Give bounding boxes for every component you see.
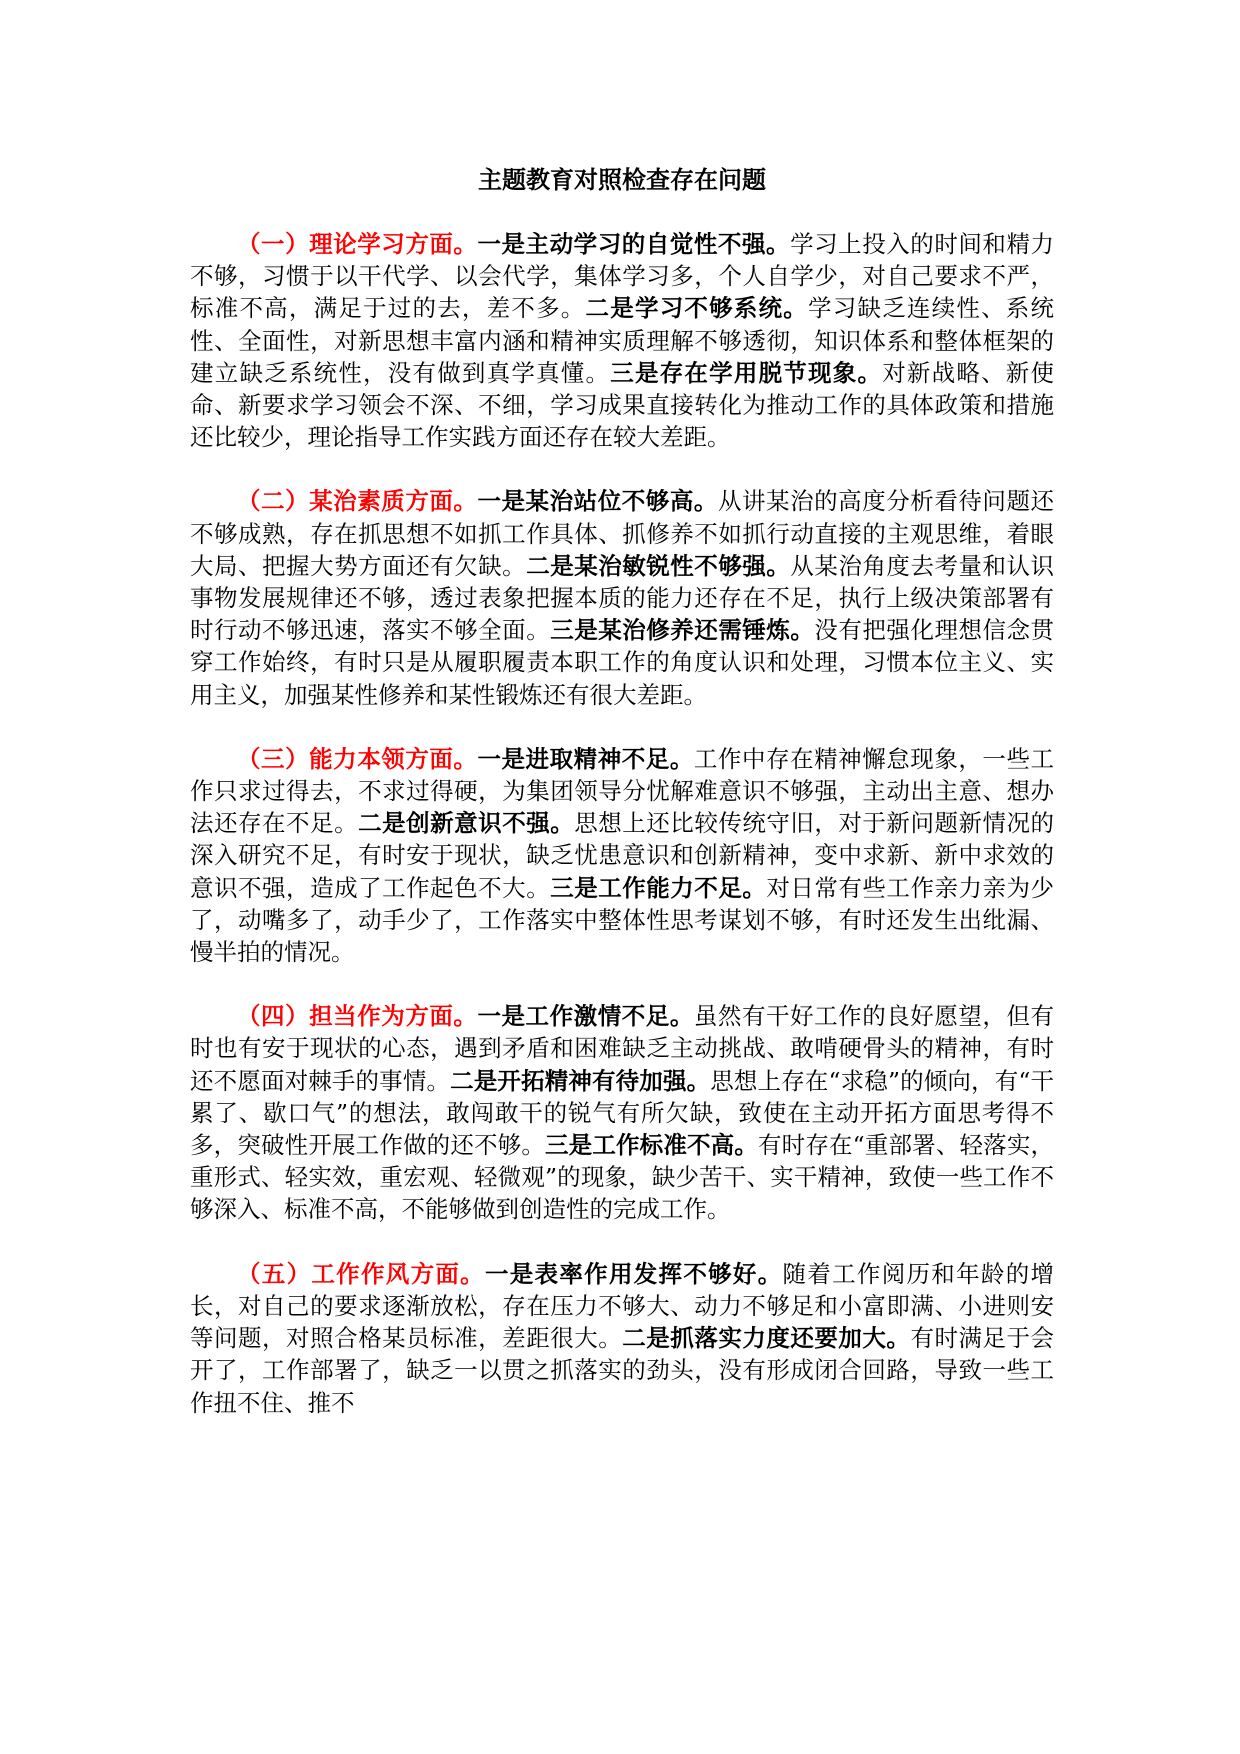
- point-2-title: 二是开拓精神有待加强。: [450, 1066, 711, 1095]
- point-1-title: 一是主动学习的自觉性不强。: [477, 230, 791, 258]
- point-2-text: 有时满足于会开了，工作部署了，缺乏一以贯之抓落实的劲头，没有形成闭合回路，导致一些工作扭不住、推不: [190, 1324, 1055, 1417]
- section-ability: [190, 743, 1054, 968]
- point-3-text: 有时存在“重部署、轻落实，重形式、轻实效，重宏观、轻微观”的现象，缺少苦干、实干精神，致使一些工作不够深入、标准不高，不能够做到创造性的完成工作。: [190, 1131, 1055, 1224]
- point-3-title: 三是工作能力不足。: [550, 873, 767, 902]
- section-responsibility: [190, 1000, 1054, 1225]
- point-2-title: 二是创新意识不强。: [358, 809, 575, 838]
- section-heading: （二）某治素质方面。: [237, 487, 478, 516]
- point-2-text: 思想上存在“求稳”的倾向，有“干累了、歇口气”的想法，敢闯敢干的锐气有所欠缺，致使在主动开拓方面思考得不多，突破性开展工作做的还不够。: [190, 1066, 1055, 1160]
- section-political-quality: [190, 485, 1054, 710]
- point-1-text: 学习上投入的时间和精力不够，习惯于以干代学、以会代学，集体学习多，个人自学少，对自己要求不严，标准不高，满足于过的去，差不多。: [190, 230, 1055, 323]
- section-work-style: [190, 1258, 1054, 1419]
- point-1-text: 随着工作阅历和年龄的增长，对自己的要求逐渐放松，存在压力不够大、动力不够足和小富即满、小进则安等问题，对照合格某员标准，差距很大。: [190, 1259, 1054, 1353]
- point-3-title: 三是工作标准不高。: [545, 1131, 758, 1160]
- point-1-title: 一是工作激情不足。: [477, 1002, 694, 1031]
- point-3-text: 没有把强化理想信念贯穿工作始终，有时只是从履职履责本职工作的角度认识和处理，习惯本位主义、实用主义，加强某性修养和某性锻炼还有很大差距。: [190, 616, 1055, 709]
- section-heading: （四）担当作为方面。: [237, 1002, 478, 1031]
- section-theory-study: [190, 228, 1054, 453]
- section-heading: （三）能力本领方面。: [237, 744, 478, 773]
- point-3-text: 对日常有些工作亲力亲为少了，动嘴多了，动手少了，工作落实中整体性思考谋划不够，有时还发生出纰漏、慢半拍的情况。: [190, 873, 1055, 967]
- point-1-title: 一是表率作用发挥不够好。: [484, 1259, 783, 1288]
- point-1-text: 工作中存在精神懈怠现象，一些工作只求过得去，不求过得硬，为集团领导分忧解难意识不够强，主动出主意、想办法还存在不足。: [190, 744, 1055, 838]
- point-1-title: 一是进取精神不足。: [477, 744, 694, 773]
- point-1-title: 一是某治站位不够高。: [477, 487, 718, 516]
- point-3-title: 三是存在学用脱节现象。: [610, 358, 883, 387]
- document-title: 主题教育对照检查存在问题: [478, 165, 766, 194]
- point-3-title: 三是某治修养还需锤炼。: [550, 616, 815, 645]
- point-3-text: 对新战略、新使命、新要求学习领会不深、不细，学习成果直接转化为推动工作的具体政策和措施还比较少，理论指导工作实践方面还存在较大差距。: [190, 358, 1055, 452]
- section-heading: （五）工作作风方面。: [237, 1259, 485, 1288]
- point-2-text: 从某治角度去考量和认识事物发展规律还不够，透过表象把握本质的能力还存在不足，执行上级决策部署有时行动不够迅速，落实不够全面。: [190, 551, 1055, 645]
- point-1-text: 虽然有干好工作的良好愿望，但有时也有安于现状的心态，遇到矛盾和困难缺乏主动挑战、敢啃硬骨头的精神，有时还不愿面对棘手的事情。: [190, 1002, 1055, 1095]
- document-page: [190, 0, 1054, 1419]
- point-1-text: 从讲某治的高度分析看待问题还不够成熟，存在抓思想不如抓工作具体、抓修养不如抓行动直接的主观思维，着眼大局、把握大势方面还有欠缺。: [190, 487, 1055, 580]
- point-2-text: 思想上还比较传统守旧，对于新问题新情况的深入研究不足，有时安于现状，缺乏忧患意识和创新精神，变中求新、新中求效的意识不强，造成了工作起色不大。: [190, 809, 1055, 902]
- point-2-title: 二是某治敏锐性不够强。: [526, 551, 791, 580]
- section-heading: （一）理论学习方面。: [237, 230, 478, 258]
- point-2-title: 二是学习不够系统。: [585, 294, 809, 323]
- point-2-text: 学习缺乏连续性、系统性、全面性，对新思想丰富内涵和精神实质理解不够透彻，知识体系和整体框架的建立缺乏系统性，没有做到真学真懂。: [190, 294, 1055, 387]
- point-2-title: 二是抓落实力度还要加大。: [622, 1324, 911, 1353]
